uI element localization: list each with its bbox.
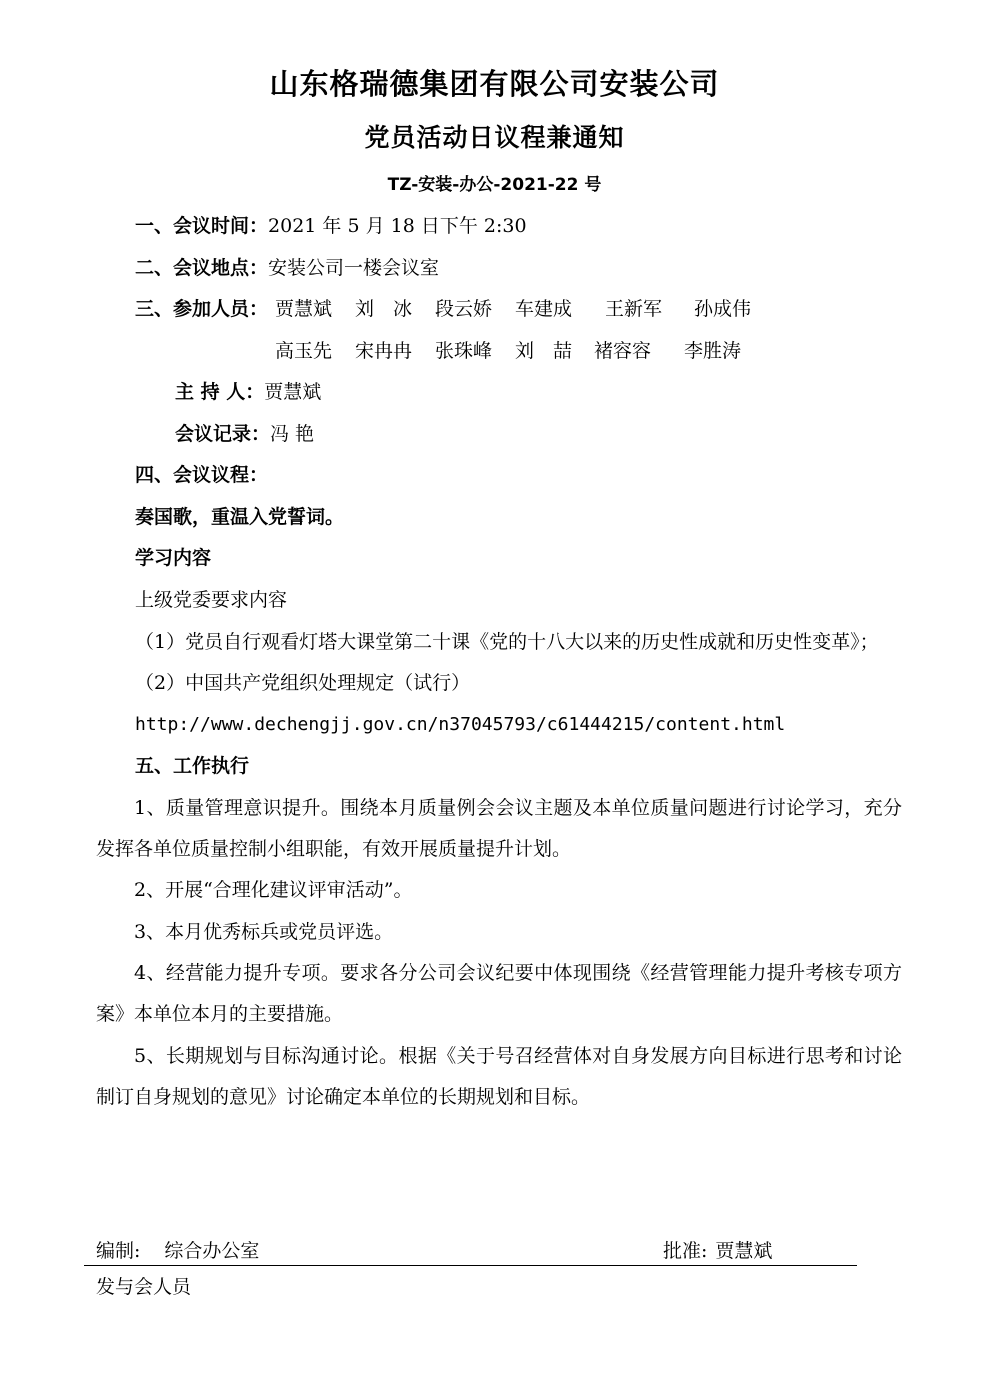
study-url: http://www.dechengjj.gov.cn/n37045793/c61444215/content.html: [135, 714, 786, 735]
host-label: 主 持 人：: [175, 381, 265, 403]
meeting-place-label: 二、会议地点：: [135, 257, 269, 279]
study-subheading: 上级党委要求内容: [135, 589, 288, 611]
attendee-name: 褚容容: [594, 340, 652, 362]
compiled-label: 编制:: [96, 1240, 141, 1262]
work-heading: 五、工作执行: [135, 755, 250, 777]
recorder-row: [175, 421, 314, 447]
work-item-2: 2、开展“合理化建议评审活动”。: [134, 879, 413, 901]
host-row: [175, 379, 321, 405]
agenda-anthem: 奏国歌，重温入党誓词。: [135, 506, 345, 528]
approved-value: 贾慧斌: [715, 1240, 773, 1262]
attendee-name: 王新军: [605, 298, 663, 320]
study-item-2: （2）中国共产党组织处理规定（试行）: [135, 672, 471, 694]
attendee-name: 段云娇: [435, 298, 493, 320]
meeting-time-value: 2021 年 5 月 18 日下午 2:30: [268, 215, 527, 237]
recorder-label: 会议记录：: [175, 423, 271, 445]
company-title: 山东格瑞德集团有限公司安装公司: [269, 67, 720, 101]
work-item-3: 3、本月优秀标兵或党员评选。: [134, 921, 394, 943]
document-title: 党员活动日议程兼通知: [364, 123, 625, 152]
compiled-value: 综合办公室: [164, 1240, 260, 1262]
meeting-time-row: [135, 213, 527, 239]
attendee-name: 张珠峰: [435, 340, 493, 362]
attendee-name: 李胜涛: [684, 340, 742, 362]
approved-label: 批准:: [663, 1240, 708, 1262]
study-item-1: （1）党员自行观看灯塔大课堂第二十课《党的十八大以来的历史性成就和历史性变革》；: [135, 631, 879, 653]
footer-divider: [84, 1265, 857, 1266]
meeting-place-value: 安装公司一楼会议室: [268, 257, 440, 279]
study-heading: 学习内容: [135, 547, 212, 569]
approved-by: [663, 1238, 772, 1264]
attendee-name: 车建成: [515, 298, 573, 320]
attendees-label: 三、参加人员：: [135, 298, 269, 320]
distribution-note: 发与会人员: [96, 1276, 192, 1298]
attendee-name: 宋冉冉: [355, 340, 413, 362]
meeting-place-row: [135, 255, 439, 281]
compiled-by: [96, 1238, 259, 1264]
attendee-name: 贾慧斌: [275, 298, 333, 320]
document-number: TZ-安装-办公-2021-22 号: [387, 175, 602, 195]
work-item-4: 4、经营能力提升专项。要求各分公司会议纪要中体现围绕《经营管理能力提升考核专项方案》本单位本月的主要措施。: [96, 962, 902, 1025]
agenda-heading: 四、会议议程：: [135, 464, 269, 486]
meeting-time-label: 一、会议时间：: [135, 215, 269, 237]
host-value: 贾慧斌: [264, 381, 322, 403]
attendee-name: 刘 冰: [355, 298, 413, 320]
attendee-name: 高玉先: [275, 340, 333, 362]
attendee-name: 孙成伟: [694, 298, 752, 320]
attendee-name: 刘 喆: [515, 340, 573, 362]
work-item-5: 5、长期规划与目标沟通讨论。根据《关于号召经营体对自身发展方向目标进行思考和讨论制订自身规划的意见》讨论确定本单位的长期规划和目标。: [96, 1045, 902, 1108]
work-item-1: 1、质量管理意识提升。围绕本月质量例会会议主题及本单位质量问题进行讨论学习，充分发挥各单位质量控制小组职能，有效开展质量提升计划。: [96, 797, 902, 860]
recorder-value: 冯 艳: [270, 423, 315, 445]
